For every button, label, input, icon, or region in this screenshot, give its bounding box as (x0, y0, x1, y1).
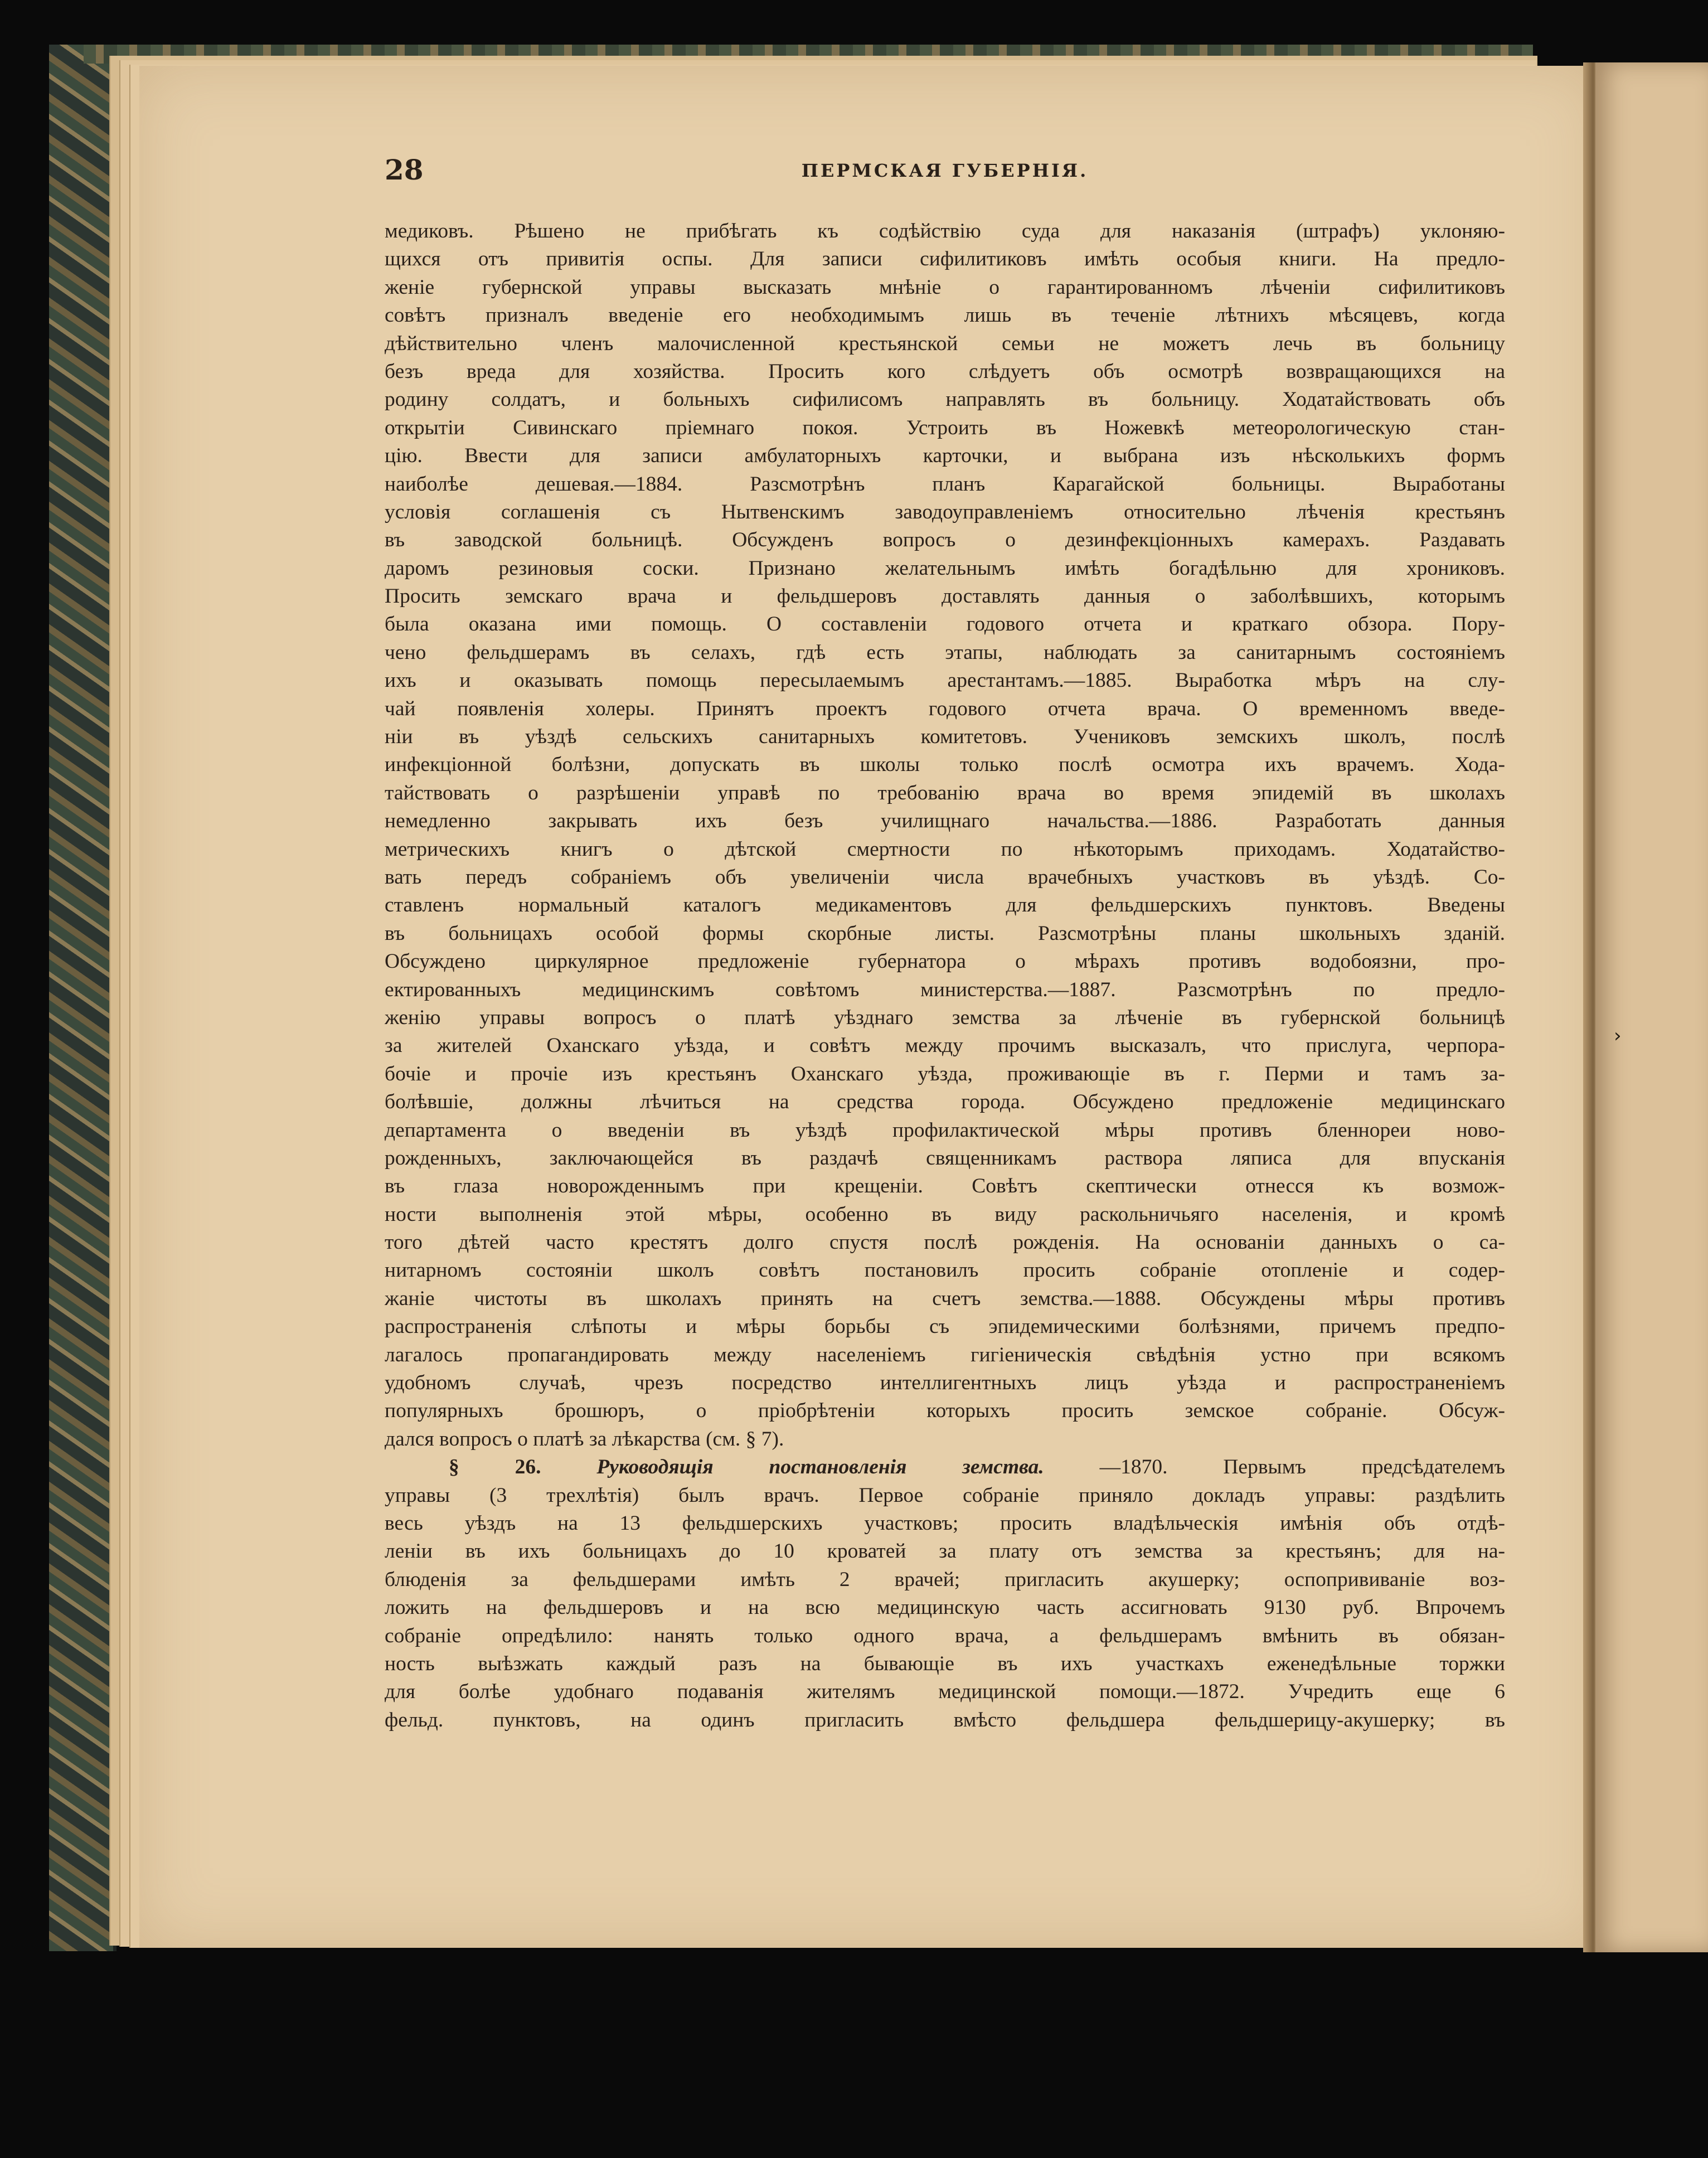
text-line: департамента о введеніи въ уѣздѣ профилактической мѣры противъ бленнореи ново- (385, 1118, 1505, 1142)
text-line: дался вопросъ о платѣ за лѣкарства (см. § 7). (385, 1427, 784, 1451)
text-line: женію управы вопросъ о платѣ уѣзднаго земства за лѣченіе въ губернской больницѣ (385, 1006, 1505, 1029)
section-number: § 26. (449, 1456, 541, 1479)
text-line: управы (3 трехлѣтія) былъ врачъ. Первое собраніе приняло докладъ управы: раздѣлить (385, 1483, 1505, 1507)
text-line: чено фельдшерамъ въ селахъ, гдѣ есть этапы, наблюдать за санитарнымъ состояніемъ (385, 641, 1505, 664)
text-line: нитарномъ состояніи школъ совѣтъ постановилъ просить собраніе отопленіе и содер- (385, 1259, 1505, 1282)
text-line: популярныхъ брошюръ, о пріобрѣтеніи которыхъ просить земское собраніе. Обсуж- (385, 1399, 1505, 1423)
running-head (385, 153, 1505, 192)
text-line: ность выѣзжать каждый разъ на бывающіе въ ихъ участкахъ еженедѣльные торжки (385, 1652, 1505, 1675)
text-line: бочіе и прочіе изъ крестьянъ Оханскаго уѣзда, проживающіе въ г. Перми и тамъ за- (385, 1062, 1505, 1085)
text-line: для болѣе удобнаго подаванія жителямъ медицинской помощи.—1872. Учредить еще 6 (385, 1680, 1505, 1704)
text-line: Обсуждено циркулярное предложеніе губернатора о мѣрахъ противъ водобоязни, про- (385, 950, 1505, 973)
section-first-line-text: —1870. Первымъ предсѣдателемъ (1099, 1456, 1505, 1479)
text-line: блюденія за фельдшерами имѣть 2 врачей; пригласить акушерку; оспопрививаніе воз- (385, 1568, 1505, 1591)
text-line: въ заводской больницѣ. Обсужденъ вопросъ о дезинфекціонныхъ камерахъ. Раздавать (385, 528, 1505, 552)
text-line: Просить земскаго врача и фельдшеровъ доставлять данныя о заболѣвшихъ, которымъ (385, 585, 1505, 608)
text-line: распространенія слѣпоты и мѣры борьбы съ эпидемическими болѣзнями, причемъ предпо- (385, 1315, 1505, 1339)
text-line: открытіи Сивинскаго пріемнаго покоя. Устроить въ Ножевкѣ метеорологическую стан- (385, 416, 1505, 439)
text-line: леніи въ ихъ больницахъ до 10 кроватей за плату отъ земства за крестьянъ; для на- (385, 1540, 1505, 1563)
text-line: дѣйствительно членъ малочисленной крестьянской семьи не можетъ лечь въ больницу (385, 332, 1505, 355)
text-line: ставленъ нормальный каталогъ медикаментовъ для фельдшерскихъ пунктовъ. Введены (385, 894, 1505, 917)
text-line: собраніе опредѣлило: нанять только одного врача, а фельдшерамъ вмѣнить въ обязан- (385, 1624, 1505, 1647)
text-line: ніи въ уѣздѣ сельскихъ санитарныхъ комитетовъ. Учениковъ земскихъ школъ, послѣ (385, 725, 1505, 749)
text-line: щихся отъ привитія оспы. Для записи сифилитиковъ имѣть особыя книги. На предло- (385, 248, 1505, 271)
text-line: ихъ и оказывать помощь пересылаемымъ арестантамъ.—1885. Выработка мѣръ на слу- (385, 669, 1505, 692)
text-line: условія соглашенія съ Нытвенскимъ заводоуправленіемъ относительно лѣченія крестьянъ (385, 500, 1505, 523)
text-line: вать передъ собраніемъ объ увеличеніи числа врачебныхъ участковъ въ уѣздѣ. Со- (385, 865, 1505, 889)
text-line: медиковъ. Рѣшено не прибѣгать къ содѣйствію суда для наказанія (штрафъ) уклоняю- (385, 220, 1505, 243)
section-heading: Руководящія постановленія земства. (596, 1456, 1044, 1479)
text-line: была оказана ими помощь. О составленіи годового отчета и краткаго обзора. Пору- (385, 613, 1505, 636)
text-line: наиболѣе дешевая.—1884. Разсмотрѣнъ планъ Карагайской больницы. Выработаны (385, 472, 1505, 496)
running-title: ПЕРМСКАЯ ГУБЕРНІЯ. (801, 160, 1089, 181)
text-line: того дѣтей часто крестятъ долго спустя послѣ рожденія. На основаніи данныхъ о са- (385, 1231, 1505, 1254)
text-line: весь уѣздъ на 13 фельдшерскихъ участковъ; просить владѣльческія имѣнія объ отдѣ- (385, 1511, 1505, 1535)
text-line: лагалось пропагандировать между населеніемъ гигіеническія свѣдѣнія устно при всякомъ (385, 1343, 1505, 1366)
marbled-cover-edge (49, 45, 117, 1951)
text-line: немедленно закрывать ихъ безъ училищнаго начальства.—1886. Разработать данныя (385, 809, 1505, 833)
text-line: совѣтъ призналъ введеніе его необходимымъ лишь въ теченіе лѣтнихъ мѣсяцевъ, когда (385, 304, 1505, 327)
text-line: чай появленія холеры. Принятъ проектъ годового отчета врача. О временномъ введе- (385, 697, 1505, 720)
section-paragraph (385, 1482, 1505, 1735)
text-line: въ больницахъ особой формы скорбные листы. Разсмотрѣны планы школьныхъ зданій. (385, 922, 1505, 945)
text-line: фельд. пунктовъ, на одинъ пригласить вмѣсто фельдшера фельдшерицу-акушерку; въ (385, 1708, 1505, 1732)
text-line: безъ вреда для хозяйства. Просить кого слѣдуетъ объ осмотрѣ возвращающихся на (385, 360, 1505, 383)
body-text (385, 217, 1505, 1734)
text-line: цію. Ввести для записи амбулаторныхъ карточки, и выбрана изъ нѣсколькихъ формъ (385, 444, 1505, 468)
text-line: метрическихъ книгъ о дѣтской смертности по нѣкоторымъ приходамъ. Ходатайство- (385, 837, 1505, 861)
text-line: жаніе чистоты въ школахъ принять на счетъ земства.—1888. Обсуждены мѣры противъ (385, 1287, 1505, 1310)
text-line: ложить на фельдшеровъ и на всю медицинскую часть ассигновать 9130 руб. Впрочемъ (385, 1596, 1505, 1619)
text-line: ектированныхъ медицинскимъ совѣтомъ министерства.—1887. Разсмотрѣнъ по предло- (385, 978, 1505, 1001)
margin-mark: › (1614, 1025, 1622, 1047)
text-line: даромъ резиновыя соски. Признано желательнымъ имѣть богадѣльню для хрониковъ. (385, 556, 1505, 580)
text-line: за жителей Оханскаго уѣзда, и совѣтъ между прочимъ высказалъ, что прислуга, черпора- (385, 1034, 1505, 1058)
text-line: удобномъ случаѣ, чрезъ посредство интеллигентныхъ лицъ уѣзда и распространеніемъ (385, 1371, 1505, 1395)
facing-page-edge (1595, 62, 1708, 1952)
text-line: женіе губернской управы высказать мнѣніе о гарантированномъ лѣченіи сифилитиковъ (385, 275, 1505, 299)
text-line: тайствовать о разрѣшеніи управѣ по требованію врача во время эпидемій въ школахъ (385, 781, 1505, 804)
text-line: инфекціонной болѣзни, допускать въ школы только послѣ осмотра ихъ врачемъ. Хода- (385, 753, 1505, 777)
page-number: 28 (385, 153, 424, 186)
text-line: родину солдатъ, и больныхъ сифилисомъ направлять въ больницу. Ходатайствовать объ (385, 388, 1505, 411)
text-line: рожденныхъ, заключающейся въ раздачѣ священникамъ раствора ляписа для впусканія (385, 1146, 1505, 1170)
text-line: въ глаза новорожденнымъ при крещеніи. Совѣтъ скептически отнесся къ возмож- (385, 1175, 1505, 1198)
text-line: болѣвшіе, должны лѣчиться на средства города. Обсуждено предложеніе медицинскаго (385, 1090, 1505, 1114)
text-line: ности выполненія этой мѣры, особенно въ виду раскольничьяго населенія, и кромѣ (385, 1202, 1505, 1226)
paragraph (385, 217, 1505, 1453)
section-first-line (385, 1453, 1505, 1481)
